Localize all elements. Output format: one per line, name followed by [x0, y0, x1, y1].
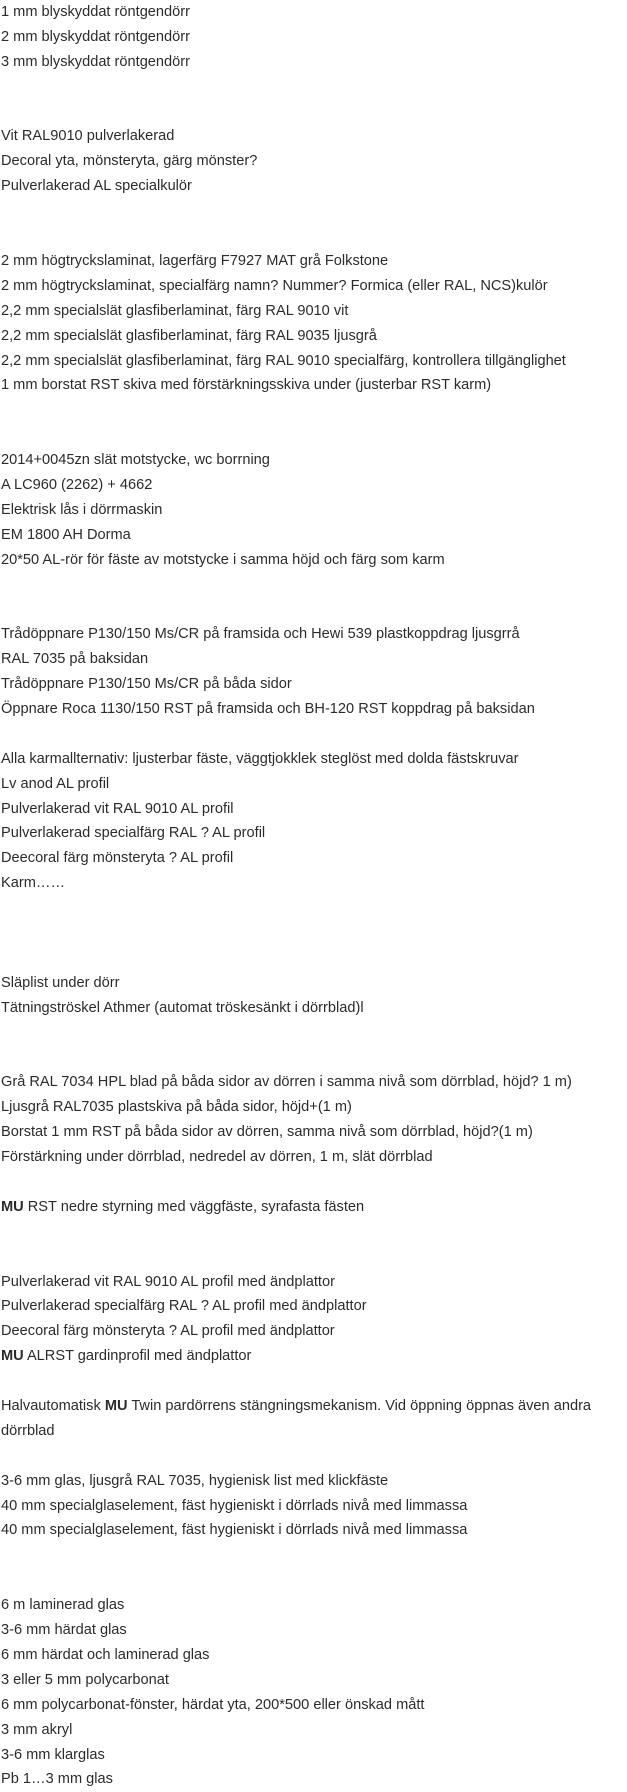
text-line: 3-6 mm härdat glas: [1, 1622, 127, 1639]
text-line: EM 1800 AH Dorma: [1, 526, 131, 543]
text-line: 40 mm specialglaselement, fäst hygieniskt i dörrlads nivå med limmassa: [1, 1522, 468, 1539]
spacer: [1, 75, 627, 125]
text-line: 2014+0045zn slät motstycke, wc borrning: [1, 452, 270, 469]
text-span: RST nedre styrning med väggfäste, syrafasta fästen: [23, 1198, 365, 1215]
text-line: 3 eller 5 mm polycarbonat: [1, 1671, 169, 1688]
text-line: Förstärkning under dörrblad, nedredel av dörren, 1 m, slät dörrblad: [1, 1149, 433, 1166]
spacer: [1, 1170, 627, 1195]
spacer: [1, 1220, 627, 1270]
section-styrning: [1, 1195, 627, 1220]
text-line: 2,2 mm specialslät glasfiberlaminat, färg RAL 9010 vit: [1, 302, 349, 319]
text-line: 20*50 AL-rör för fäste av motstycke i samma höjd och färg som karm: [1, 551, 445, 568]
text-line: Grå RAL 7034 HPL blad på båda sidor av dörren i samma nivå som dörrblad, höjd? 1 m): [1, 1074, 572, 1091]
spacer: [1, 896, 627, 971]
text-line: [1, 1344, 627, 1369]
section-las: [1, 448, 627, 572]
text-line: Deecoral färg mönsteryta ? AL profil: [1, 850, 234, 867]
text-line: Pulverlakerad vit RAL 9010 AL profil med ändplattor: [1, 1273, 335, 1290]
text-line: Alla karmallternativ: ljusterbar fäste, väggtjokklek steglöst med dolda fästskruvar: [1, 750, 519, 767]
text-line: Trådöppnare P130/150 Ms/CR på båda sidor: [1, 676, 292, 693]
text-line: Pb 1…3 mm glas: [1, 1771, 113, 1788]
text-line: 3 mm blyskyddat röntgendörr: [1, 53, 190, 70]
text-line: [1, 1195, 627, 1220]
text-line: 2,2 mm specialslät glasfiberlaminat, färg RAL 9010 specialfärg, kontrollera tillgänglighet: [1, 352, 566, 369]
text-line: Pulverlakerad specialfärg RAL ? AL profil: [1, 825, 266, 842]
text-line: 1 mm blyskyddat röntgendörr: [1, 4, 190, 20]
text-line: 3-6 mm klarglas: [1, 1746, 105, 1763]
text-line: Borstat 1 mm RST på båda sidor av dörren, samma nivå som dörrblad, höjd?(1 m): [1, 1124, 533, 1141]
text-line: Pulverlakerad AL specialkulör: [1, 178, 192, 195]
text-line: 2 mm högtryckslaminat, specialfärg namn? Nummer? Formica (eller RAL, NCS)kulör: [1, 277, 548, 294]
section-karm: [1, 747, 627, 896]
text-line: 3-6 mm glas, ljusgrå RAL 7035, hygienisk list med klickfäste: [1, 1472, 389, 1489]
text-line: 6 mm härdat och laminerad glas: [1, 1646, 210, 1663]
spacer: [1, 573, 627, 623]
spacer: [1, 398, 627, 448]
section-skydd: [1, 1070, 627, 1170]
text-line: Lv anod AL profil: [1, 775, 110, 792]
spacer: [1, 199, 627, 249]
text-line: Tätningströskel Athmer (automat tröskesänkt i dörrblad)l: [1, 999, 364, 1016]
section-gardin: [1, 1270, 627, 1370]
text-line: Elektrisk lås i dörrmaskin: [1, 501, 163, 518]
section-rontgen: [1, 0, 627, 75]
text-line: Decoral yta, mönsteryta, gärg mönster?: [1, 153, 258, 170]
section-glaselement: [1, 1469, 627, 1544]
brand-mu: MU: [1, 1348, 24, 1365]
section-laminat: [1, 249, 627, 398]
text-line: Pulverlakerad specialfärg RAL ? AL profil med ändplattor: [1, 1298, 367, 1315]
text-line: 2,2 mm specialslät glasfiberlaminat, färg RAL 9035 ljusgrå: [1, 327, 377, 344]
text-line: 2 mm högtryckslaminat, lagerfärg F7927 MAT grå Folkstone: [1, 252, 389, 269]
text-span: Twin pardörrens stängningsmekanism. Vid öppning öppnas även andra dörrblad: [1, 1397, 592, 1439]
spacer: [1, 1543, 627, 1593]
section-glas: [1, 1593, 627, 1792]
section-yta: [1, 124, 627, 199]
text-line: Pulverlakerad vit RAL 9010 AL profil: [1, 800, 234, 817]
text-line: Deecoral färg mönsteryta ? AL profil med ändplattor: [1, 1323, 335, 1340]
text-line: Karm……: [1, 875, 66, 892]
text-span: ALRST gardinprofil med ändplattor: [23, 1348, 252, 1365]
text-line: 40 mm specialglaselement, fäst hygieniskt i dörrlads nivå med limmassa: [1, 1497, 468, 1514]
spacer: [1, 722, 627, 747]
text-line: Släplist under dörr: [1, 974, 120, 991]
brand-mu: MU: [1, 1198, 24, 1215]
text-line: 6 mm polycarbonat-fönster, härdat yta, 200*500 eller önskad mått: [1, 1696, 425, 1713]
text-line: 3 mm akryl: [1, 1721, 73, 1738]
spacer: [1, 1369, 627, 1394]
text-line: 1 mm borstat RST skiva med förstärkningsskiva under (justerbar RST karm): [1, 377, 492, 394]
text-line: Ljusgrå RAL7035 plastskiva på båda sidor, höjd+(1 m): [1, 1099, 352, 1116]
spacer: [1, 1444, 627, 1469]
spacer: [1, 1021, 627, 1071]
text-line: 2 mm blyskyddat röntgendörr: [1, 28, 190, 45]
section-troskel: [1, 971, 627, 1021]
section-oppnare: [1, 622, 627, 722]
text-line: Trådöppnare P130/150 Ms/CR på framsida och Hewi 539 plastkoppdrag ljusgrrå: [1, 626, 520, 643]
text-line: RAL 7035 på baksidan: [1, 651, 149, 668]
text-span: Halvautomatisk: [1, 1397, 105, 1414]
text-line: A LC960 (2262) + 4662: [1, 476, 153, 493]
text-line: Öppnare Roca 1130/150 RST på framsida och BH-120 RST koppdrag på baksidan: [1, 701, 535, 717]
text-line: Vit RAL9010 pulverlakerad: [1, 128, 175, 145]
text-paragraph: [1, 1394, 627, 1444]
brand-mu: MU: [104, 1397, 128, 1414]
section-halvautomatisk: [1, 1394, 627, 1444]
text-line: 6 m laminerad glas: [1, 1597, 125, 1614]
